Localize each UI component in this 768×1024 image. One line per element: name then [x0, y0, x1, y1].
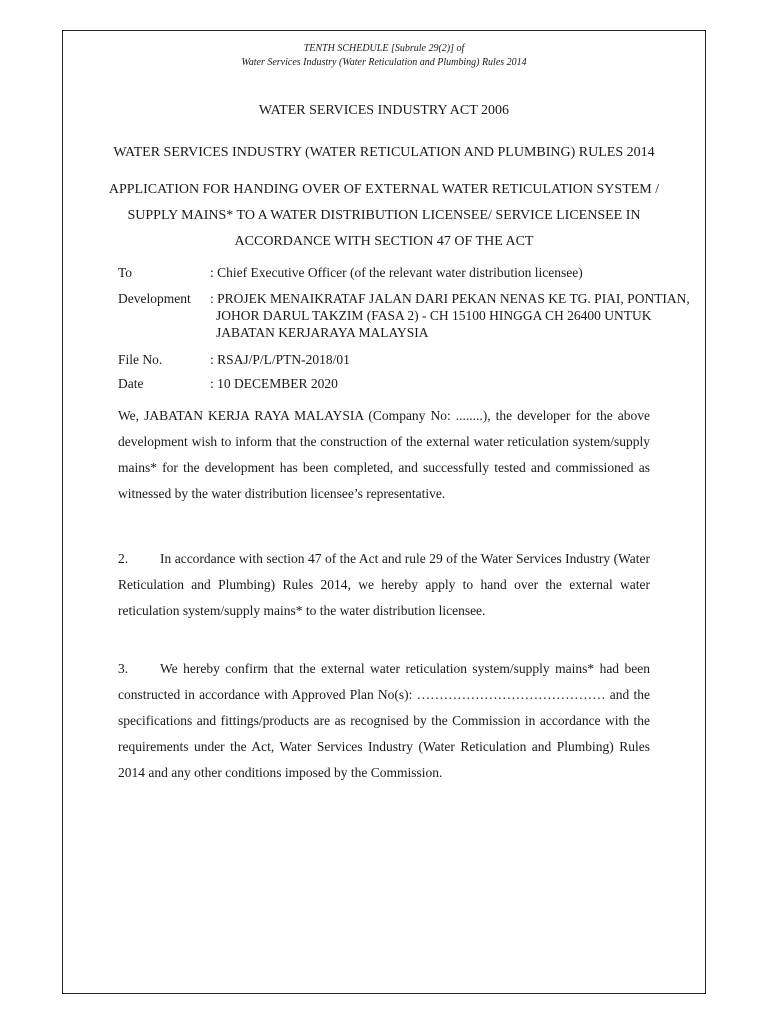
schedule-line-1: TENTH SCHEDULE [Subrule 29(2)] of	[303, 43, 465, 54]
date-value: : 10 DECEMBER 2020	[210, 376, 338, 391]
file-no-label: File No.	[118, 352, 163, 367]
application-title-line-3: ACCORDANCE WITH SECTION 47 OF THE ACT	[234, 234, 534, 249]
application-title-line-2: SUPPLY MAINS* TO A WATER DISTRIBUTION LICENSEE/ SERVICE LICENSEE IN	[127, 208, 641, 223]
schedule-line-2: Water Services Industry (Water Reticulation and Plumbing) Rules 2014	[241, 57, 527, 68]
paragraph-2-number: 2.	[118, 551, 129, 566]
paragraph-3-text: We hereby confirm that the external water reticulation system/supply mains* had been constructed in accordance with Approved Plan No(s): …………………………………… and the specifications and fittings/products are as recognised by the Commission in accordance with the requirements under the Act, Water Services Industry (Water Reticulation and Plumbing) Rules 2014 and any other conditions imposed by the Commission.	[118, 661, 650, 780]
paragraph-3	[118, 656, 650, 786]
paragraph-2-text: In accordance with section 47 of the Act and rule 29 of the Water Services Industry (Water Reticulation and Plumbing) Rules 2014, we hereby apply to hand over the external water reticulation system/supply mains* to the water distribution licensee.	[118, 551, 650, 618]
application-title	[63, 177, 705, 255]
paragraph-2	[118, 546, 650, 624]
date-label: Date	[118, 376, 144, 391]
to-value: : Chief Executive Officer (of the relevant water distribution licensee)	[210, 265, 583, 280]
schedule-reference	[63, 42, 705, 70]
to-label: To	[118, 265, 133, 280]
development-line-3: JABATAN KERJARAYA MALAYSIA	[216, 325, 429, 340]
rules-title: WATER SERVICES INDUSTRY (WATER RETICULATION AND PLUMBING) RULES 2014	[113, 145, 655, 160]
development-value	[210, 290, 710, 341]
application-title-line-1: APPLICATION FOR HANDING OVER OF EXTERNAL WATER RETICULATION SYSTEM /	[108, 182, 660, 197]
paragraph-3-number: 3.	[118, 661, 129, 676]
paragraph-1: We, JABATAN KERJA RAYA MALAYSIA (Company No: ........), the developer for the above development wish to inform that the construction of the external water reticulation system/supply mains* for the development has been completed, and successfully tested and commissioned as witnessed by the water distribution licensee’s representative.	[118, 408, 650, 501]
development-line-2: JOHOR DARUL TAKZIM (FASA 2) - CH 15100 HINGGA CH 26400 UNTUK	[216, 308, 652, 323]
development-line-1: : PROJEK MENAIKRATAF JALAN DARI PEKAN NENAS KE TG. PIAI, PONTIAN,	[210, 291, 690, 306]
act-title: WATER SERVICES INDUSTRY ACT 2006	[258, 103, 510, 118]
file-no-value: : RSAJ/P/L/PTN-2018/01	[210, 352, 350, 367]
development-label: Development	[118, 291, 191, 306]
document-page	[62, 30, 706, 994]
